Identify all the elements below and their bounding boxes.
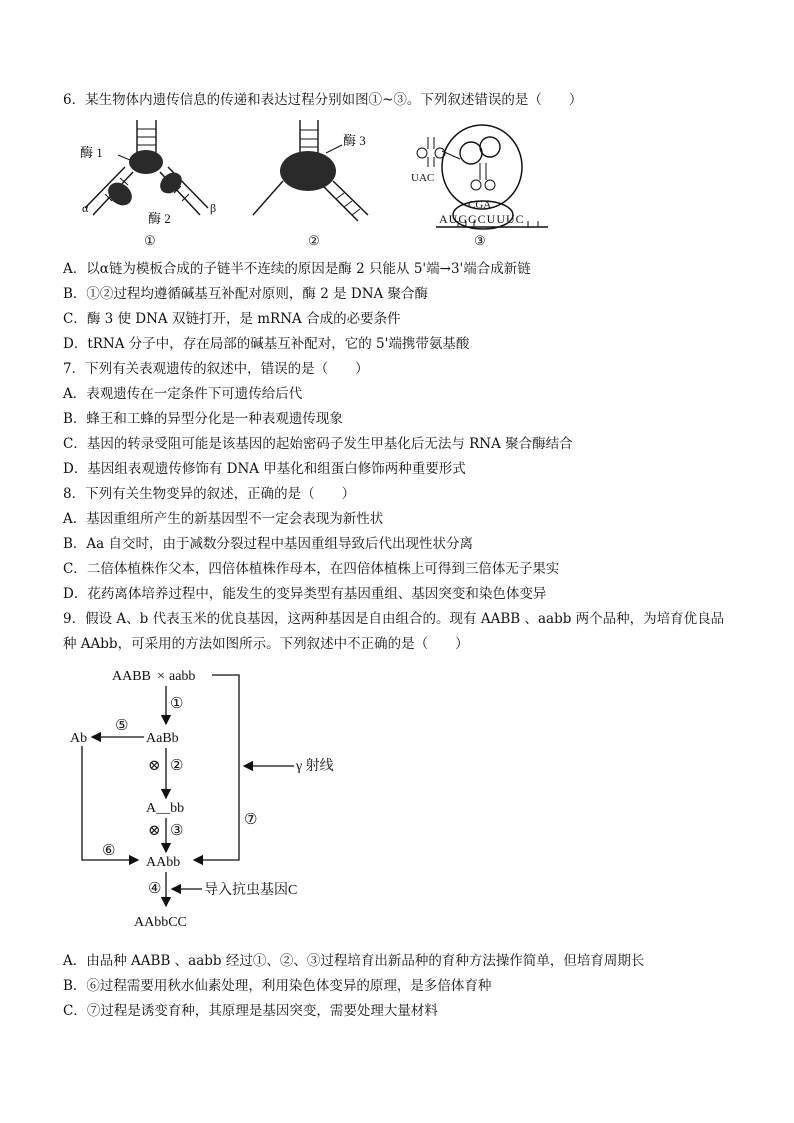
- translation-diagram: [411, 125, 548, 248]
- question-9-stem-line2: 种 AAbb，可采用的方法如图所示。下列叙述中不正确的是（ ）: [63, 636, 469, 652]
- figure-dna-replication-transcription-translation: [78, 115, 558, 250]
- enzyme2-label: 酶 2: [148, 211, 171, 226]
- transcription-diagram: [253, 120, 368, 248]
- question-7-option-a: A．表观遗传在一定条件下可遗传给后代: [63, 386, 303, 402]
- step-4-label: ④: [148, 881, 162, 897]
- question-8-option-a: A．基因重组所产生的新基因型不一定会表现为新性状: [63, 511, 384, 527]
- parent-aabb-recessive: aabb: [169, 669, 196, 684]
- mrna-sequence: AUGGCUUUC: [439, 212, 525, 226]
- anticodon-label: UAC: [411, 172, 435, 184]
- selfing-symbol-2: ⊗: [148, 823, 161, 839]
- step-2-label: ②: [170, 758, 184, 774]
- figure-label-1: ①: [144, 233, 156, 248]
- replication-diagram: [80, 120, 216, 248]
- figure-label-2: ②: [308, 233, 320, 248]
- question-6-option-c: C．酶 3 使 DNA 双链打开，是 mRNA 合成的必要条件: [63, 311, 401, 327]
- beta-label: β: [210, 201, 217, 215]
- step-1-label: ①: [170, 696, 184, 712]
- insert-gene-label: 导入抗虫基因C: [204, 883, 298, 898]
- question-7-option-b: B．蜂王和工蜂的异型分化是一种表观遗传现象: [63, 411, 343, 427]
- question-8-stem: 8．下列有关生物变异的叙述，正确的是（ ）: [63, 486, 356, 502]
- f1-aabb: AaBb: [146, 731, 179, 746]
- parent-aabb: AABB: [112, 669, 151, 684]
- question-6-option-a: A．以α链为模板合成的子链半不连续的原因是酶 2 只能从 5'端→3'端合成新链: [63, 261, 531, 277]
- question-9-option-a: A．由品种 AABB 、aabb 经过①、②、③过程培育出新品种的育种方法操作简单，但培育周期长: [63, 953, 645, 969]
- question-7-stem: 7．下列有关表观遗传的叙述中，错误的是（ ）: [63, 361, 369, 377]
- question-9-stem-line1: 9．假设 A、b 代表玉米的优良基因，这两种基因是自由组合的。现有 AABB 、aabb 两个品种，为培育优良品: [63, 611, 725, 627]
- question-8-option-d: D．花药离体培养过程中，能发生的变异类型有基因重组、基因突变和染色体变异: [63, 586, 547, 602]
- haploid-ab: Ab: [70, 731, 88, 746]
- question-6-option-b: B．①②过程均遵循碱基互补配对原则，酶 2 是 DNA 聚合酶: [63, 286, 429, 302]
- alpha-label: α: [82, 201, 89, 215]
- question-8-option-c: C．二倍体植株作父本，四倍体植株作母本，在四倍体植株上可得到三倍体无子果实: [63, 561, 560, 577]
- figure-label-3: ③: [474, 233, 486, 248]
- enzyme3-label: 酶 3: [343, 133, 366, 148]
- question-7-option-c: C．基因的转录受阻可能是该基因的起始密码子发生甲基化后无法与 RNA 聚合酶结合: [63, 436, 573, 452]
- question-7-option-d: D．基因组表观遗传修饰有 DNA 甲基化和组蛋白修饰两种重要形式: [63, 461, 466, 477]
- step-5-label: ⑤: [115, 718, 129, 734]
- a-bb-genotype: A__bb: [146, 801, 185, 816]
- cross-symbol: ×: [157, 669, 165, 684]
- step-3-label: ③: [170, 823, 184, 839]
- final-aabbcc: AAbbCC: [134, 915, 187, 930]
- question-9-option-c: C．⑦过程是诱变育种，其原理是基因突变，需要处理大量材料: [63, 1003, 438, 1019]
- target-aabb: AAbb: [146, 855, 181, 870]
- step-7-label: ⑦: [244, 812, 258, 828]
- enzyme1-label: 酶 1: [80, 145, 103, 160]
- figure-breeding-flowchart: [62, 660, 382, 940]
- selfing-symbol-1: ⊗: [148, 758, 161, 774]
- question-8-option-b: B．Aa 自交时，由于减数分裂过程中基因重组导致后代出现性状分离: [63, 536, 474, 552]
- question-6-option-d: D．tRNA 分子中，存在局部的碱基互补配对，它的 5'端携带氨基酸: [63, 336, 470, 352]
- codon-label: CGA: [468, 199, 492, 211]
- question-6-stem: 6．某生物体内遗传信息的传递和表达过程分别如图①~③。下列叙述错误的是（ ）: [63, 92, 583, 108]
- question-9-option-b: B．⑥过程需要用秋水仙素处理，利用染色体变异的原理，是多倍体育种: [63, 978, 492, 994]
- step-6-label: ⑥: [102, 843, 116, 859]
- gamma-ray-label: γ 射线: [296, 759, 334, 774]
